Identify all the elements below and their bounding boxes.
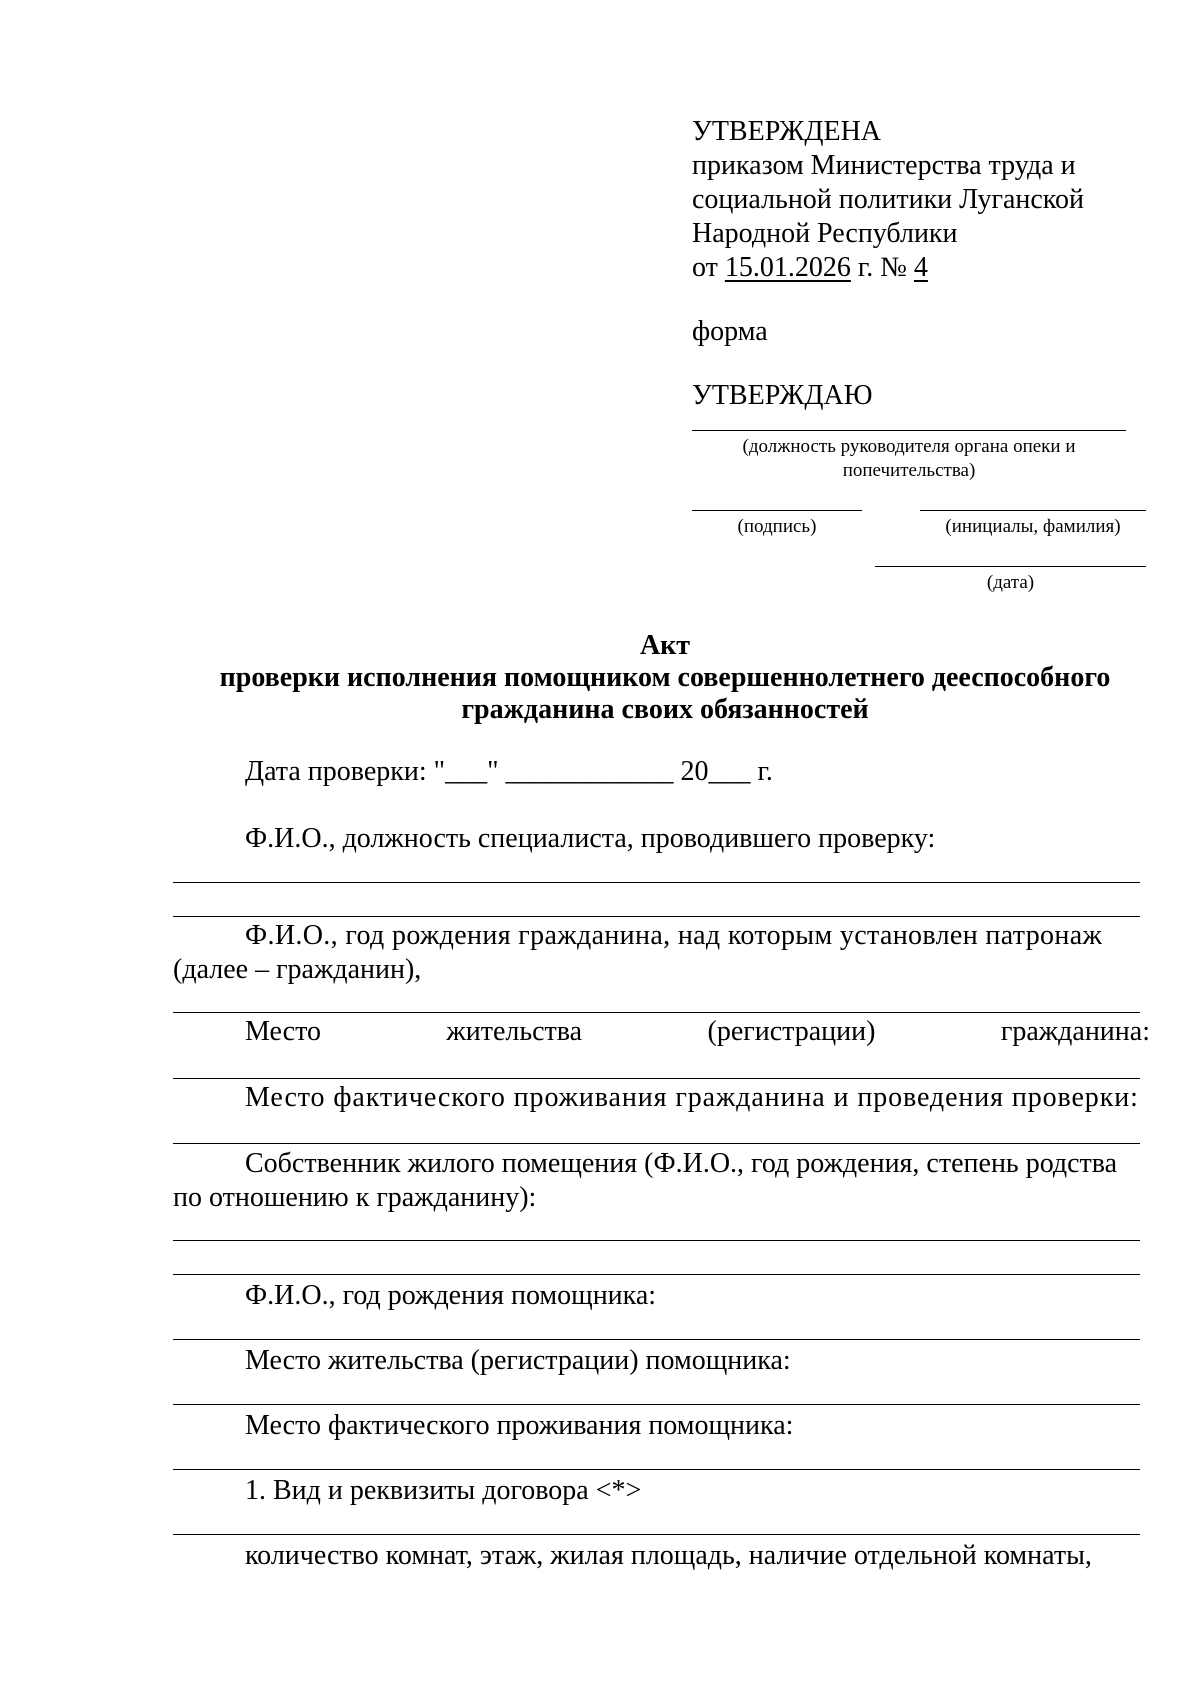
assistant-residence-line bbox=[173, 1404, 1140, 1405]
document-subtitle-2: гражданина своих обязанностей bbox=[461, 694, 869, 725]
contract-label: 1. Вид и реквизиты договора <*> bbox=[245, 1475, 642, 1506]
residence-word-3: (регистрации) bbox=[707, 1016, 876, 1047]
citizen-line bbox=[173, 1012, 1140, 1013]
approve-heading: УТВЕРЖДАЮ bbox=[692, 380, 873, 411]
date-prefix: от bbox=[692, 252, 718, 283]
citizen-label-text: Ф.И.О., год рождения гражданина, над которым установлен патронаж bbox=[245, 920, 1103, 951]
citizen-label-line-1 bbox=[245, 922, 1150, 950]
approval-line-3: Народной Республики bbox=[692, 218, 958, 249]
assistant-residence-label: Место жительства (регистрации) помощника: bbox=[245, 1345, 791, 1376]
assistant-label: Ф.И.О., год рождения помощника: bbox=[245, 1280, 657, 1311]
specialist-line-1 bbox=[173, 882, 1140, 883]
rooms-label: количество комнат, этаж, жилая площадь, наличие отдельной комнаты, bbox=[245, 1540, 1092, 1571]
owner-line-2 bbox=[173, 1274, 1140, 1275]
year-number-label: г. № bbox=[857, 252, 907, 283]
document-title: Акт bbox=[639, 630, 691, 661]
owner-label-line-2: по отношению к гражданину): bbox=[173, 1182, 537, 1213]
form-label: форма bbox=[692, 316, 768, 347]
owner-line-1 bbox=[173, 1240, 1140, 1241]
residence-word-2: жительства bbox=[446, 1016, 583, 1047]
date-caption: (дата) bbox=[986, 572, 1035, 593]
approval-line-1: приказом Министерства труда и bbox=[692, 150, 1076, 181]
actual-residence-line bbox=[173, 1143, 1140, 1144]
signature-line bbox=[692, 510, 862, 511]
order-date: 15.01.2026 bbox=[724, 252, 851, 283]
contract-line bbox=[173, 1534, 1140, 1535]
name-line bbox=[920, 510, 1146, 511]
citizen-label-line-2: (далее – гражданин), bbox=[173, 954, 422, 985]
position-caption-2: попечительства) bbox=[842, 460, 976, 481]
residence-label bbox=[245, 1018, 1150, 1046]
assistant-actual-line bbox=[173, 1469, 1140, 1470]
residence-line bbox=[173, 1078, 1140, 1079]
specialist-label: Ф.И.О., должность специалиста, проводившего проверку: bbox=[245, 823, 936, 854]
approval-order-line bbox=[692, 254, 928, 282]
residence-word-4: гражданина: bbox=[1000, 1016, 1150, 1047]
order-number: 4 bbox=[913, 252, 928, 283]
document-subtitle-1: проверки исполнения помощником совершеннолетнего дееспособного bbox=[219, 662, 1111, 693]
specialist-line-2 bbox=[173, 916, 1140, 917]
signature-caption: (подпись) bbox=[737, 516, 817, 537]
assistant-line bbox=[173, 1339, 1140, 1340]
position-caption-1: (должность руководителя органа опеки и bbox=[742, 436, 1076, 457]
approval-heading: УТВЕРЖДЕНА bbox=[692, 116, 882, 147]
date-line bbox=[875, 566, 1146, 567]
name-caption: (инициалы, фамилия) bbox=[945, 516, 1121, 537]
actual-residence-label: Место фактического проживания гражданина и проведения проверки: bbox=[245, 1082, 1139, 1113]
position-line bbox=[692, 430, 1126, 431]
assistant-actual-label: Место фактического проживания помощника: bbox=[245, 1410, 794, 1441]
check-date-field: Дата проверки: "___" ____________ 20___ г. bbox=[245, 756, 773, 787]
approval-line-2: социальной политики Луганской bbox=[692, 184, 1084, 215]
owner-label-line-1: Собственник жилого помещения (Ф.И.О., год рождения, степень родства bbox=[245, 1148, 1118, 1179]
residence-word-1: Место bbox=[245, 1016, 321, 1047]
